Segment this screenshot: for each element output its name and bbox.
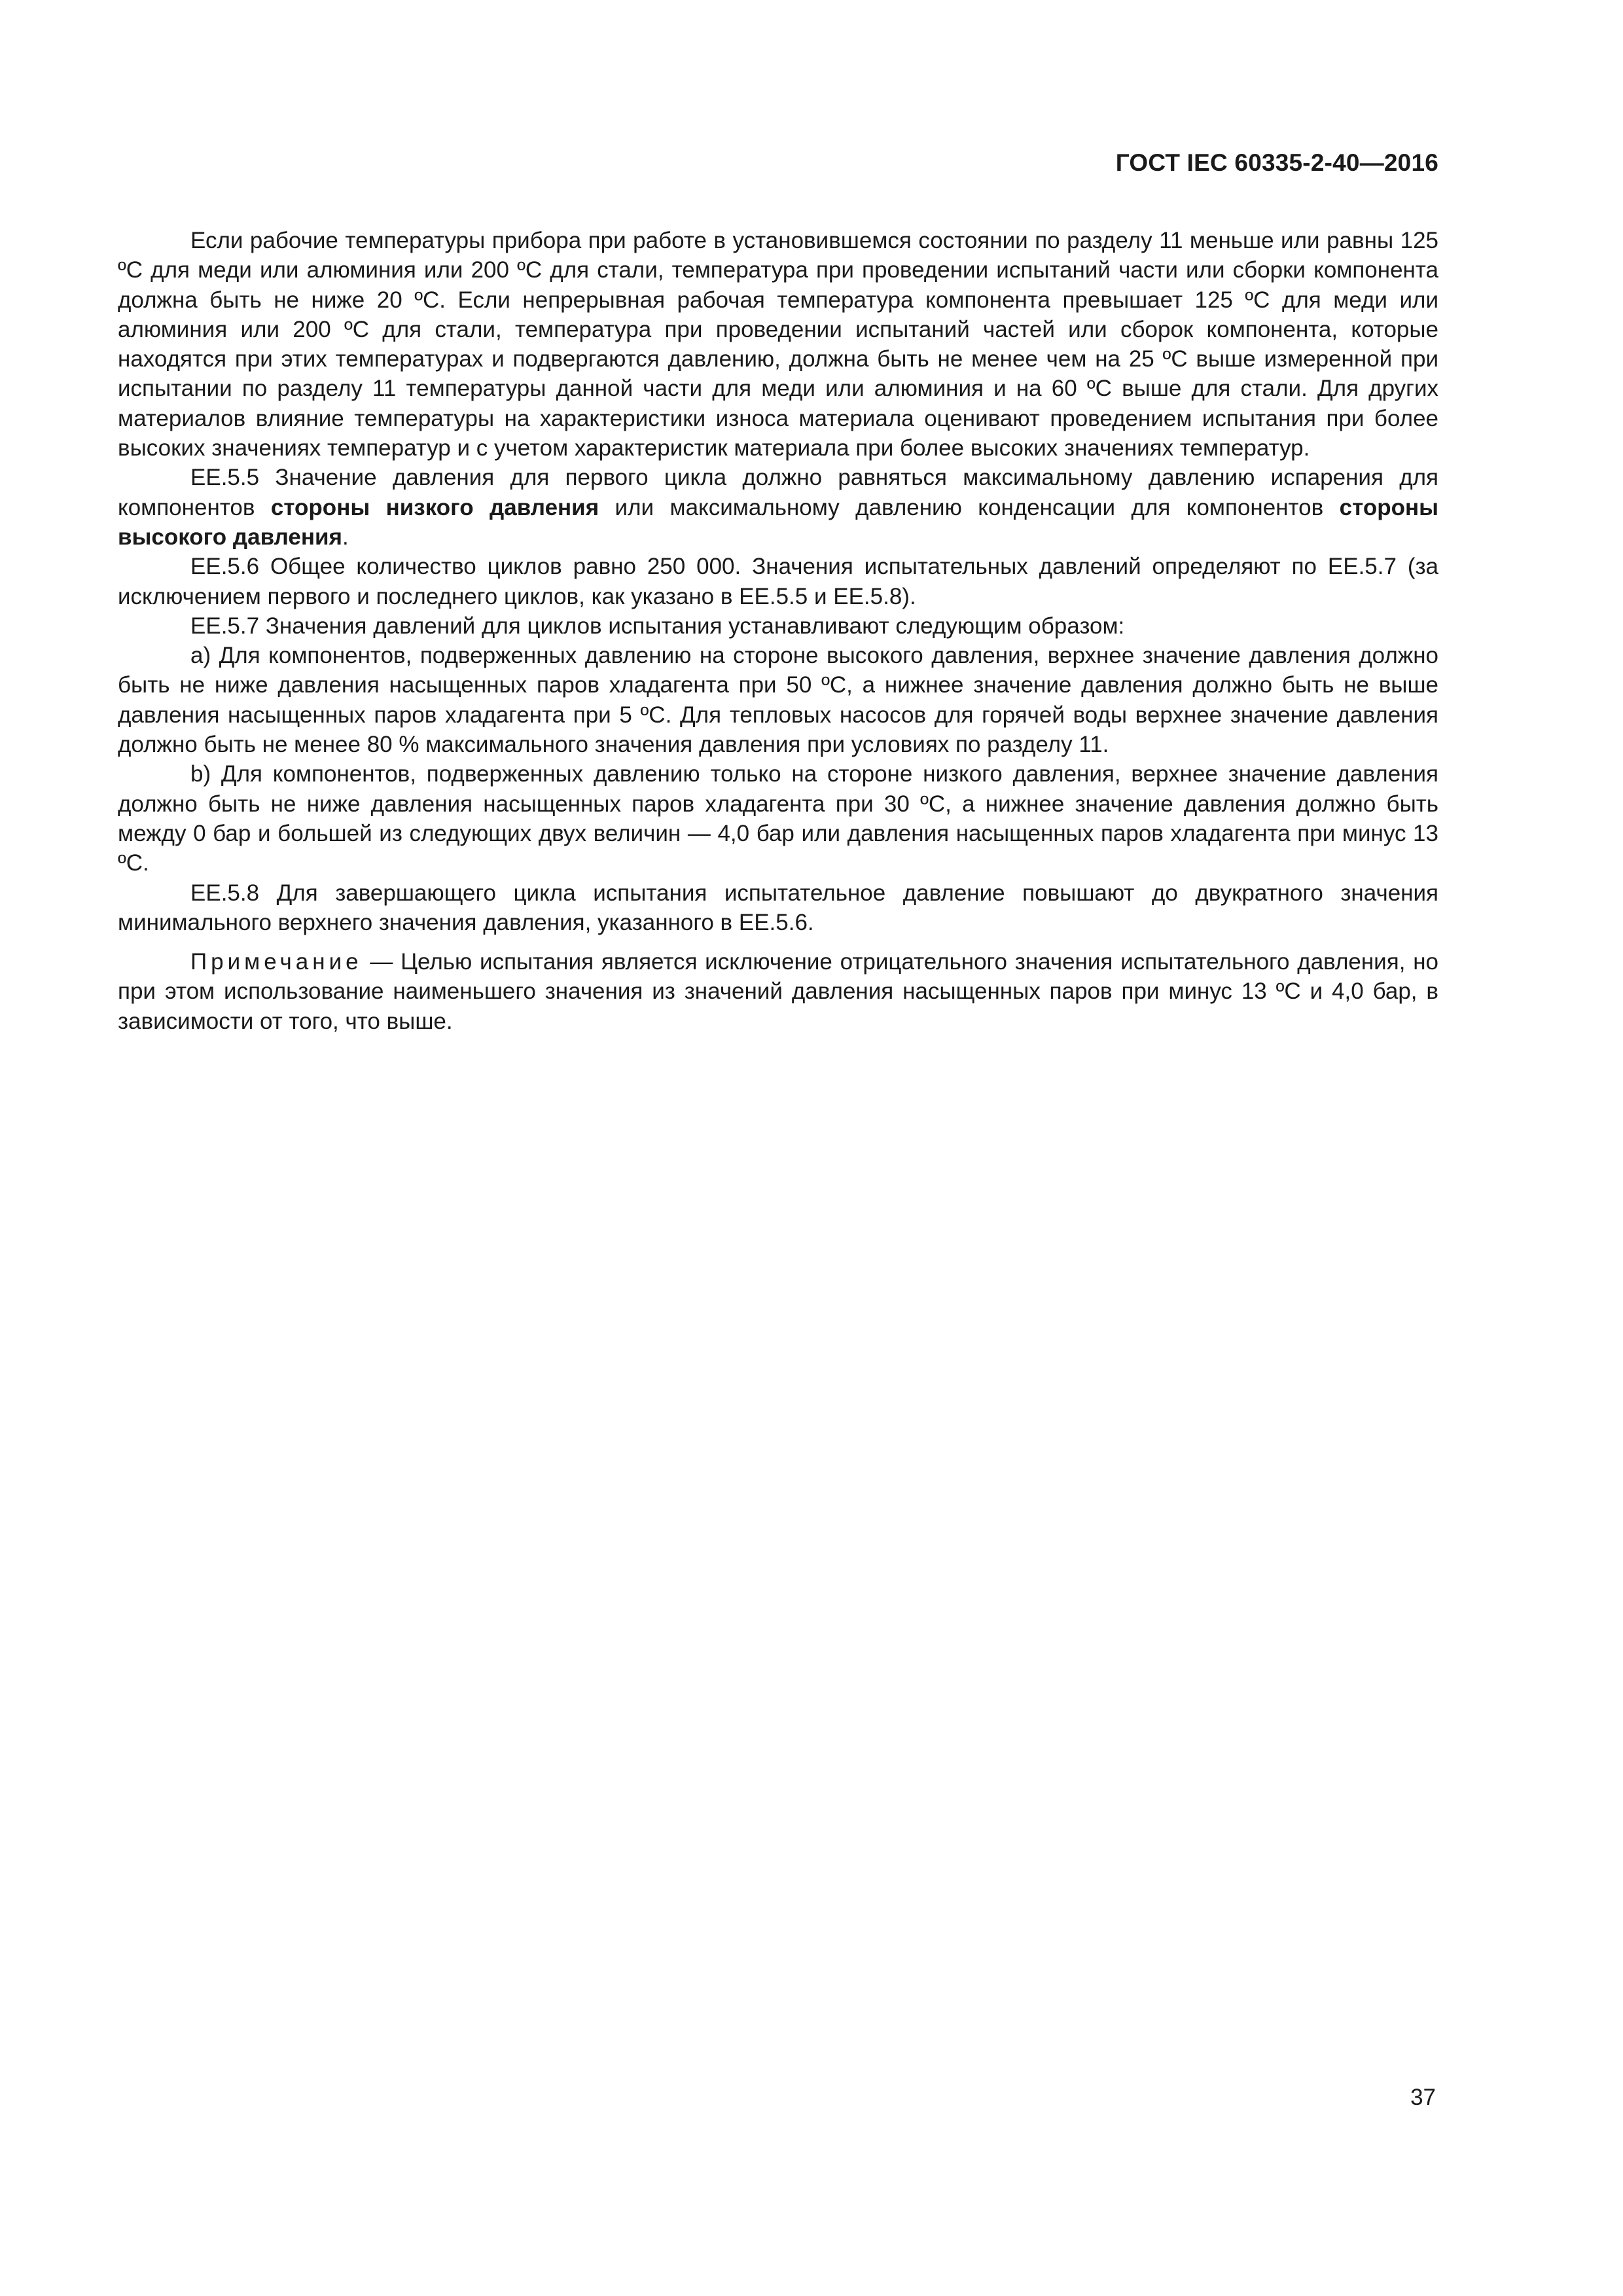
paragraph-item-b: b) Для компонентов, подверженных давлению только на стороне низкого давления, верхнее значение давления должно быть не ниже давления насыщенных паров хладагента при 30 ºС, а нижнее значение давления должно быть между 0 бар и большей из следующих двух величин — 4,0 бар или давления насыщенных паров хладагента при минус 13 ºС. bbox=[118, 761, 1438, 876]
paragraph-ee-5-6: ЕЕ.5.6 Общее количество циклов равно 250 000. Значения испытательных давлений определяют по ЕЕ.5.7 (за исключением первого и последнего циклов, как указано в ЕЕ.5.5 и ЕЕ.5.8). bbox=[118, 554, 1438, 609]
document-header: ГОСТ IEC 60335-2-40—2016 bbox=[1115, 149, 1438, 176]
paragraph-ee-5-8: ЕЕ.5.8 Для завершающего цикла испытания испытательное давление повышают до двукратного значения минимального верхнего значения давления, указанного в ЕЕ.5.6. bbox=[118, 880, 1438, 935]
paragraph-item-a: а) Для компонентов, подверженных давлению на стороне высокого давления, верхнее значение давления должно быть не ниже давления насыщенных паров хладагента при 50 ºС, а нижнее значение давления должно быть не выше давления насыщенных паров хладагента при 5 ºС. Для тепловых насосов для горячей воды верхнее значение давления должно быть не менее 80 % максимального значения давления при условиях по разделу 11. bbox=[118, 643, 1438, 758]
paragraph-text: или максимальному давлению конденсации для компонентов bbox=[599, 494, 1340, 520]
note-text: — Целью испытания является исключение отрицательного значения испытательного давления, но при этом использование наименьшего значения из значений давления насыщенных паров при минус 13 ºС и 4,0 бар, в зависимости от того, что выше. bbox=[118, 949, 1438, 1034]
bold-term-high-pressure-side: стороны высокого давления bbox=[118, 494, 1438, 550]
page-number: 37 bbox=[1410, 2085, 1436, 2110]
paragraph-text: ЕЕ.5.5 Значение давления для первого цикла должно равняться максимальному давлению испарения для компонентов bbox=[118, 465, 1438, 520]
note-label: Примечание bbox=[190, 949, 363, 975]
paragraph-text: . bbox=[342, 524, 349, 550]
bold-term-low-pressure-side: стороны низкого давления bbox=[270, 494, 599, 520]
paragraph-temperature: Если рабочие температуры прибора при работе в установившемся состоянии по разделу 11 меньше или равны 125 ºС для меди или алюминия или 200 ºС для стали, температура при проведении испытаний части или сборки компонента должна быть не ниже 20 ºС. Если непрерывная рабочая температура компонента превышает 125 ºС для меди или алюминия или 200 ºС для стали, температура при проведении испытаний частей или сборок компонента, которые находятся при этих температурах и подвергаются давлению, должна быть не менее чем на 25 ºС выше измеренной при испытании по разделу 11 температуры данной части для меди или алюминия и на 60 ºС выше для стали. Для других материалов влияние температуры на характеристики износа материала оценивают проведением испытания при более высоких значениях температур и с учетом характеристик материала при более высоких значениях температур. bbox=[118, 228, 1438, 461]
document-body bbox=[118, 226, 1438, 1036]
paragraph-ee-5-5 bbox=[118, 463, 1438, 552]
note-paragraph bbox=[118, 947, 1438, 1036]
paragraph-ee-5-7: ЕЕ.5.7 Значения давлений для циклов испытания устанавливают следующим образом: bbox=[190, 613, 1125, 639]
